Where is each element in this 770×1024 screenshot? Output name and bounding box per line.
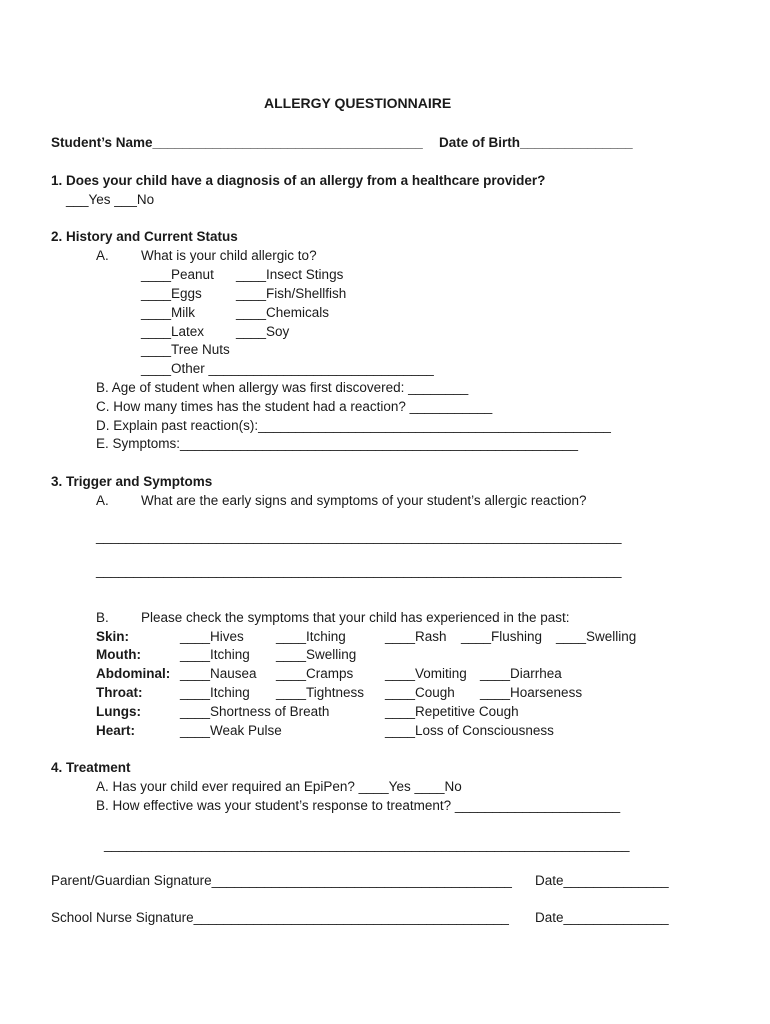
- symptom-option: ____Cough: [385, 685, 455, 700]
- symptom-option: ____Swelling: [276, 647, 357, 662]
- section-3b-text: Please check the symptoms that your child has experienced in the past:: [141, 610, 570, 625]
- symptom-option: ____Cramps: [276, 666, 354, 681]
- symptom-option: ____Nausea: [180, 666, 257, 681]
- section-4a: A. Has your child ever required an EpiPen? ____Yes ____No: [96, 779, 462, 794]
- section-2c: C. How many times has the student had a reaction? ___________: [96, 399, 493, 414]
- nurse-signature-date: Date______________: [535, 910, 669, 925]
- nurse-signature-line: School Nurse Signature__________________________________________: [51, 910, 509, 925]
- question-1-options: ___Yes ___No: [66, 192, 155, 207]
- symptom-option: ____Itching: [180, 647, 250, 662]
- allergen-other: ____Other ______________________________: [141, 361, 434, 376]
- symptom-option: ____Flushing: [461, 629, 543, 644]
- date-of-birth-field: Date of Birth_______________: [439, 135, 633, 150]
- parent-signature-date: Date______________: [535, 873, 669, 888]
- parent-signature-line: Parent/Guardian Signature________________________________________: [51, 873, 512, 888]
- section-3a-label: A.: [96, 493, 109, 508]
- allergen-soy: ____Soy: [236, 324, 290, 339]
- section-3a-text: What are the early signs and symptoms of your student’s allergic reaction?: [141, 493, 587, 508]
- section-2-heading: 2. History and Current Status: [51, 229, 238, 244]
- symptom-option: ____Itching: [276, 629, 346, 644]
- page-title: ALLERGY QUESTIONNAIRE: [264, 95, 452, 111]
- symptom-option: ____Hoarseness: [480, 685, 583, 700]
- section-3b-label: B.: [96, 610, 109, 625]
- section-4b: B. How effective was your student’s response to treatment? ______________________: [96, 798, 621, 813]
- allergen-chemicals: ____Chemicals: [236, 305, 330, 320]
- allergen-tree-nuts: ____Tree Nuts: [141, 342, 230, 357]
- section-4-heading: 4. Treatment: [51, 760, 131, 775]
- symptom-row-label: Heart:: [96, 723, 136, 738]
- symptom-row-label: Abdominal:: [96, 666, 171, 681]
- symptom-option: ____Vomiting: [385, 666, 467, 681]
- question-1: 1. Does your child have a diagnosis of an allergy from a healthcare provider?: [51, 173, 546, 188]
- symptom-option: ____Weak Pulse: [180, 723, 282, 738]
- allergen-peanut: ____Peanut: [141, 267, 214, 282]
- symptom-option: ____Hives: [180, 629, 244, 644]
- symptom-option: ____Rash: [385, 629, 447, 644]
- section-3a-blank-2: ______________________________________________________________________: [96, 563, 622, 578]
- symptom-option: ____Repetitive Cough: [385, 704, 519, 719]
- symptom-option: ____Tightness: [276, 685, 365, 700]
- symptom-row-label: Mouth:: [96, 647, 141, 662]
- section-2a-label: A.: [96, 248, 109, 263]
- section-3a-blank-1: ______________________________________________________________________: [96, 529, 622, 544]
- symptom-option: ____Shortness of Breath: [180, 704, 330, 719]
- allergen-milk: ____Milk: [141, 305, 196, 320]
- section-2d: D. Explain past reaction(s):_______________________________________________: [96, 418, 611, 433]
- section-2a-text: What is your child allergic to?: [141, 248, 317, 263]
- allergen-insect-stings: ____Insect Stings: [236, 267, 344, 282]
- symptom-row-label: Lungs:: [96, 704, 141, 719]
- section-3-heading: 3. Trigger and Symptoms: [51, 474, 213, 489]
- section-2e: E. Symptoms:_____________________________________________________: [96, 436, 578, 451]
- symptom-row-label: Skin:: [96, 629, 130, 644]
- symptom-option: ____Swelling: [556, 629, 637, 644]
- symptom-row-label: Throat:: [96, 685, 143, 700]
- section-2b: B. Age of student when allergy was first discovered: ________: [96, 380, 469, 395]
- section-4-blank: ______________________________________________________________________: [104, 837, 630, 852]
- allergen-fish-shellfish: ____Fish/Shellfish: [236, 286, 347, 301]
- symptom-option: ____Diarrhea: [480, 666, 562, 681]
- student-name-field: Student’s Name____________________________________: [51, 135, 423, 150]
- symptom-option: ____Loss of Consciousness: [385, 723, 554, 738]
- allergen-eggs: ____Eggs: [141, 286, 202, 301]
- symptom-option: ____Itching: [180, 685, 250, 700]
- allergen-latex: ____Latex: [141, 324, 205, 339]
